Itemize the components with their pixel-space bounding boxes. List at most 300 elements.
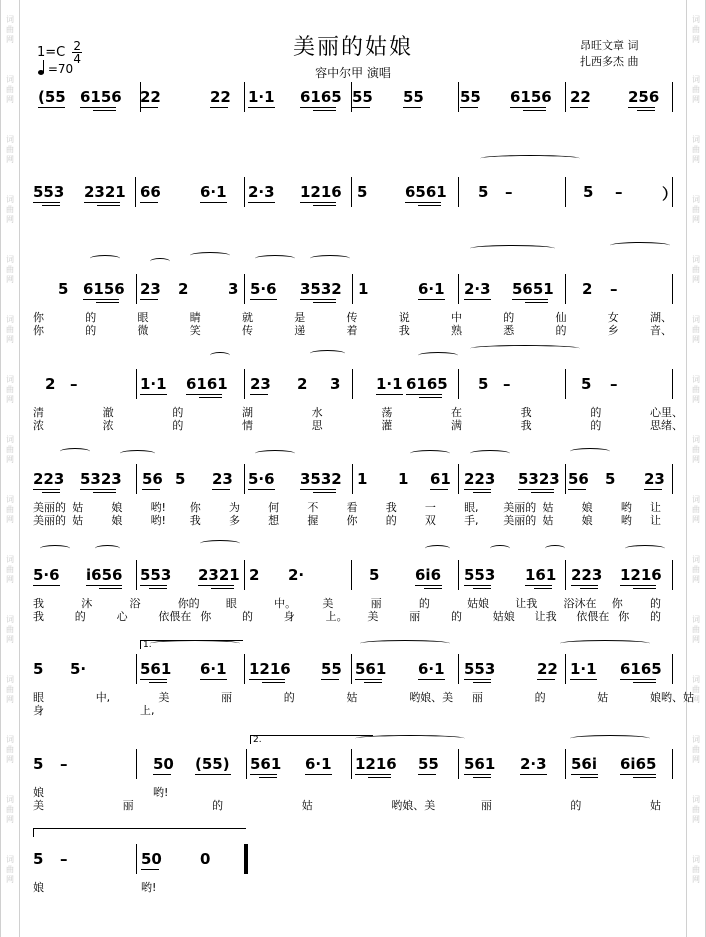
slur-arc bbox=[470, 450, 510, 457]
beam-line bbox=[80, 489, 116, 490]
lyric-verse-2: 哟! bbox=[150, 514, 166, 527]
watermark-text: 词 曲 网 bbox=[692, 135, 700, 164]
slur-arc bbox=[410, 450, 450, 457]
beam-line bbox=[305, 774, 332, 775]
beam-line bbox=[140, 299, 158, 300]
note-group: 1·1 bbox=[248, 88, 275, 106]
beam-line bbox=[460, 107, 478, 108]
watermark-text: 词 曲 网 bbox=[6, 615, 14, 644]
time-numerator: 2 bbox=[73, 39, 82, 53]
barline bbox=[458, 654, 459, 684]
lyric-verse-2: 笑 bbox=[189, 324, 201, 337]
slur-arc bbox=[90, 255, 120, 262]
beam-line bbox=[464, 585, 491, 586]
note-group: 6i6 bbox=[415, 566, 442, 584]
lyric-verse-1: 水 bbox=[311, 406, 323, 419]
note-group: 56 bbox=[142, 470, 163, 488]
lyric-verse-1: 眼, bbox=[464, 501, 479, 514]
barline bbox=[352, 464, 353, 494]
note-group: 56 bbox=[568, 470, 589, 488]
beam-line bbox=[140, 679, 167, 680]
barline bbox=[458, 82, 459, 112]
time-denominator: 4 bbox=[73, 52, 82, 66]
lyric-verse-1: 何 bbox=[268, 501, 280, 514]
lyric-verse-2: 的 bbox=[650, 610, 661, 623]
slur-arc bbox=[570, 735, 650, 742]
lyric-verse-1: 我 bbox=[520, 406, 532, 419]
beam-line bbox=[534, 588, 552, 589]
barline bbox=[352, 274, 353, 304]
watermark-text: 词 曲 网 bbox=[692, 855, 700, 884]
lyric-verse-1: 美丽的 bbox=[33, 501, 66, 514]
slur-arc bbox=[210, 352, 230, 359]
lyric-verse-2: 丽 bbox=[409, 610, 421, 623]
note-group: 223 bbox=[464, 470, 496, 488]
barline bbox=[565, 274, 566, 304]
slur-arc bbox=[150, 640, 240, 647]
volta-first-ending: 1. bbox=[140, 640, 243, 649]
barline bbox=[672, 274, 673, 304]
lyric-verse-2: 你 bbox=[33, 324, 44, 337]
note-group: 6·1 bbox=[418, 280, 445, 298]
slur-arc bbox=[355, 735, 465, 742]
beam-line bbox=[321, 679, 339, 680]
note-group: 3532 bbox=[300, 280, 342, 298]
lyric-verse-1: 眼 bbox=[33, 691, 44, 704]
slur-arc bbox=[560, 640, 650, 647]
note-group: 561 bbox=[140, 660, 172, 678]
note-group: 2· bbox=[288, 566, 305, 584]
watermark-text: 词 曲 网 bbox=[692, 255, 700, 284]
note-group: – bbox=[70, 375, 78, 393]
lyric-verse-2: 让我 bbox=[534, 610, 557, 623]
beam-line bbox=[571, 774, 598, 775]
note-group: 161 bbox=[525, 566, 557, 584]
lyric-verse-2: 身 bbox=[33, 704, 44, 717]
barline bbox=[352, 369, 353, 399]
note-group: 1216 bbox=[355, 755, 397, 773]
note-group: 553 bbox=[464, 566, 496, 584]
note-group: 55 bbox=[418, 755, 439, 773]
lyric-verse-1: 美丽的 bbox=[503, 501, 537, 514]
lyric-verse-1: 不 bbox=[307, 501, 319, 514]
note-group: 5·6 bbox=[248, 470, 275, 488]
note-group: 5 bbox=[478, 183, 489, 201]
lyric-verse-1: 姑 bbox=[542, 501, 554, 514]
barline bbox=[565, 654, 566, 684]
slur-arc bbox=[545, 545, 565, 552]
beam-line bbox=[406, 394, 442, 395]
lyric-verse-2: 着 bbox=[346, 324, 358, 337]
note-group: 1 bbox=[398, 470, 409, 488]
watermark-text: 词 曲 网 bbox=[692, 435, 700, 464]
beam-line bbox=[248, 489, 275, 490]
beam-line bbox=[250, 299, 277, 300]
note-group: 56i bbox=[571, 755, 598, 773]
note-group: 6165 bbox=[406, 375, 448, 393]
beam-line bbox=[149, 588, 167, 589]
lyric-verse-1: 哟! bbox=[150, 501, 166, 514]
beam-line bbox=[141, 869, 159, 870]
barline bbox=[672, 560, 673, 590]
lyric-verse-2: 递 bbox=[294, 324, 306, 337]
lyric-verse-2: 身 bbox=[283, 610, 295, 623]
lyric-verse-1: 娘哟、姑 bbox=[650, 691, 694, 704]
barline bbox=[672, 82, 673, 112]
note-group: – bbox=[60, 755, 68, 773]
watermark-text: 词 曲 网 bbox=[6, 135, 14, 164]
beam-line bbox=[418, 205, 441, 206]
lyric-verse-1: 眼 bbox=[225, 597, 237, 610]
beam-line bbox=[262, 682, 285, 683]
note-group: 5 bbox=[175, 470, 186, 488]
lyric-verse-2: 丽 bbox=[480, 799, 492, 812]
beam-line bbox=[259, 777, 277, 778]
beam-line bbox=[200, 679, 227, 680]
slur-arc bbox=[490, 545, 510, 552]
beam-line bbox=[140, 394, 167, 395]
note-group: – bbox=[505, 183, 513, 201]
barline bbox=[565, 464, 566, 494]
beam-line bbox=[464, 299, 491, 300]
lyric-verse-1: 娘 bbox=[111, 501, 123, 514]
watermark-text: 词 曲 网 bbox=[6, 315, 14, 344]
note-group: 23 bbox=[250, 375, 271, 393]
beam-line bbox=[355, 679, 382, 680]
note-group: 2321 bbox=[198, 566, 240, 584]
lyric-verse-2: 浓 bbox=[33, 419, 44, 432]
note-group: 50 bbox=[141, 850, 162, 868]
beam-line bbox=[473, 777, 491, 778]
lyric-verse-1: 姑 bbox=[597, 691, 609, 704]
lyric-verse-2: 的 bbox=[74, 610, 86, 623]
barline bbox=[458, 464, 459, 494]
note-group: 2321 bbox=[84, 183, 126, 201]
lyric-verse-2: 浓 bbox=[102, 419, 114, 432]
beam-line bbox=[415, 585, 442, 586]
composer: 扎西多杰 曲 bbox=[580, 55, 639, 68]
beam-line bbox=[42, 205, 60, 206]
beam-line bbox=[186, 394, 222, 395]
barline bbox=[244, 369, 245, 399]
beam-line bbox=[248, 107, 275, 108]
lyric-verse-2: 我 bbox=[189, 514, 201, 527]
beam-line bbox=[212, 489, 230, 490]
beam-line bbox=[580, 777, 598, 778]
lyric-verse-2: 双 bbox=[424, 514, 436, 527]
note-group: 22 bbox=[537, 660, 558, 678]
beam-line bbox=[537, 679, 555, 680]
lyric-verse-2: 情 bbox=[242, 419, 253, 432]
barline bbox=[135, 177, 136, 207]
lyric-verse-1: 娘 bbox=[33, 786, 44, 799]
slur-arc bbox=[360, 640, 450, 647]
lyric-verse-1: 美 bbox=[322, 597, 334, 610]
watermark-text: 词 曲 网 bbox=[6, 675, 14, 704]
note-group: 66 bbox=[140, 183, 161, 201]
lyric-verse-1: 湖、 bbox=[650, 311, 672, 324]
lyric-verse-2: 思绪、 bbox=[650, 419, 683, 432]
note-group: 5· bbox=[70, 660, 87, 678]
watermark-text: 词 曲 网 bbox=[6, 855, 14, 884]
lyric-verse-2: 你 bbox=[346, 514, 358, 527]
lyric-verse-1: 在 bbox=[451, 406, 462, 419]
barline bbox=[244, 82, 245, 112]
beam-line bbox=[405, 202, 441, 203]
note-group: 553 bbox=[140, 566, 172, 584]
barline bbox=[672, 749, 673, 779]
final-ending-bracket bbox=[33, 828, 246, 837]
beam-line bbox=[424, 588, 442, 589]
barline bbox=[351, 654, 352, 684]
lyric-verse-1: 的 bbox=[85, 311, 97, 324]
lyric-verse-1: 姑 bbox=[72, 501, 84, 514]
watermark-text: 词 曲 网 bbox=[6, 255, 14, 284]
note-group: 1·1 bbox=[140, 375, 167, 393]
beam-line bbox=[403, 107, 421, 108]
lyric-verse-2: 娘 bbox=[111, 514, 123, 527]
lyric-verse-1: 清 bbox=[33, 406, 44, 419]
note-group: 2 bbox=[249, 566, 260, 584]
beam-line bbox=[96, 302, 119, 303]
note-group: 1216 bbox=[249, 660, 291, 678]
note-group: 2 bbox=[45, 375, 56, 393]
note-group: 1216 bbox=[300, 183, 342, 201]
barline bbox=[565, 560, 566, 590]
lyric-verse-1: 浴 bbox=[129, 597, 141, 610]
lyric-verse-2: 灌 bbox=[381, 419, 393, 432]
note-group: 6156 bbox=[83, 280, 125, 298]
song-title: 美丽的姑娘 bbox=[292, 35, 413, 60]
note-group: 2 bbox=[178, 280, 189, 298]
beam-line bbox=[86, 585, 122, 586]
note-group: 55 bbox=[321, 660, 342, 678]
lyric-verse-2: 美丽的 bbox=[503, 514, 537, 527]
lyric-verse-2: 的 bbox=[172, 419, 184, 432]
slur-arc bbox=[610, 242, 670, 249]
beam-line bbox=[430, 489, 448, 490]
beam-line bbox=[300, 299, 336, 300]
beam-line bbox=[211, 588, 234, 589]
lyric-verse-2: 依偎在 bbox=[576, 610, 610, 623]
note-group: 5 bbox=[583, 183, 594, 201]
barline bbox=[672, 654, 673, 684]
slur-arc bbox=[480, 155, 580, 162]
beam-line bbox=[313, 492, 336, 493]
note-group: 1216 bbox=[620, 566, 662, 584]
slur-arc bbox=[425, 545, 450, 552]
lyric-verse-1: 看 bbox=[346, 501, 358, 514]
lyric-verse-1: 哟 bbox=[620, 501, 632, 514]
barline bbox=[351, 560, 352, 590]
beam-line bbox=[33, 585, 60, 586]
lyric-verse-1: 的 bbox=[503, 311, 515, 324]
note-group: 55 bbox=[352, 88, 373, 106]
note-group: 223 bbox=[571, 566, 603, 584]
beam-line bbox=[418, 679, 445, 680]
note-group: 2·3 bbox=[464, 280, 491, 298]
note-group: 5 bbox=[357, 183, 368, 201]
watermark-text: 词 曲 网 bbox=[692, 675, 700, 704]
slur-arc bbox=[40, 545, 70, 552]
note-group: 22 bbox=[570, 88, 591, 106]
barline bbox=[565, 177, 566, 207]
note-group: 6·1 bbox=[200, 660, 227, 678]
lyric-verse-1: 你 bbox=[33, 311, 44, 324]
lyric-verse-2: 的 bbox=[570, 799, 582, 812]
lyric-verse-1: 姑 bbox=[346, 691, 358, 704]
lyric-verse-1: 说 bbox=[398, 311, 410, 324]
lyric-verse-2: 上, bbox=[140, 704, 155, 717]
note-group: 5 bbox=[605, 470, 616, 488]
barline bbox=[244, 464, 245, 494]
lyric-verse-2: 我 bbox=[398, 324, 410, 337]
note-group: (55 bbox=[38, 88, 66, 106]
lyric-verse-1: 你 bbox=[189, 501, 201, 514]
watermark-text: 词 曲 网 bbox=[6, 795, 14, 824]
watermark-text: 词 曲 网 bbox=[692, 75, 700, 104]
lyric-verse-2: 满 bbox=[451, 419, 462, 432]
lyric-verse-1: 的 bbox=[283, 691, 295, 704]
note-group: 6·1 bbox=[418, 660, 445, 678]
lyric-verse-2: 微 bbox=[137, 324, 149, 337]
lyric-verse-2: 的 bbox=[242, 610, 253, 623]
lyric-verse-2: 美 bbox=[33, 799, 44, 812]
lyric-verse-2: 熟 bbox=[451, 324, 462, 337]
beam-line bbox=[149, 682, 167, 683]
note-group: 256 bbox=[628, 88, 660, 106]
beam-line bbox=[140, 107, 158, 108]
note-group: 5 bbox=[58, 280, 69, 298]
beam-line bbox=[199, 397, 222, 398]
lyric-verse-1: 哟娘、美 bbox=[409, 691, 454, 704]
note-group: 0 bbox=[200, 850, 211, 868]
barline bbox=[458, 369, 459, 399]
beam-line bbox=[570, 679, 597, 680]
watermark-text: 词 曲 网 bbox=[6, 435, 14, 464]
lyric-verse-2: 姑娘 bbox=[492, 610, 515, 623]
beam-line bbox=[80, 107, 116, 108]
lyric-verse-2: 我 bbox=[520, 419, 532, 432]
slur-arc bbox=[120, 450, 155, 457]
lyric-verse-1: 中 bbox=[451, 311, 462, 324]
tempo-value: =70 bbox=[47, 62, 74, 76]
note-group: 1 bbox=[358, 280, 369, 298]
beam-line bbox=[580, 588, 598, 589]
beam-line bbox=[248, 202, 275, 203]
note-group: 3 bbox=[228, 280, 239, 298]
note-group: 561 bbox=[355, 660, 387, 678]
lyric-verse-1: 为 bbox=[228, 501, 240, 514]
note-group: – bbox=[610, 280, 618, 298]
barline bbox=[565, 82, 566, 112]
lyric-verse-1: 心里、 bbox=[650, 406, 683, 419]
note-group: 5323 bbox=[518, 470, 560, 488]
barline bbox=[136, 749, 137, 779]
lyric-verse-1: 沐 bbox=[81, 597, 93, 610]
note-group: 5 bbox=[33, 850, 44, 868]
note-group: 561 bbox=[250, 755, 282, 773]
barline bbox=[136, 369, 137, 399]
lyric-verse-1: 让我 bbox=[515, 597, 538, 610]
lyric-verse-2: 哟 bbox=[620, 514, 632, 527]
beam-line bbox=[520, 774, 547, 775]
note-group: 2 bbox=[582, 280, 593, 298]
lyric-verse-1: 娘 bbox=[33, 881, 44, 894]
lyric-verse-1: 女 bbox=[607, 311, 619, 324]
note-group: i656 bbox=[86, 566, 123, 584]
note-group: 5 bbox=[33, 755, 44, 773]
beam-line bbox=[42, 492, 60, 493]
beam-line bbox=[525, 302, 548, 303]
note-group: 2·3 bbox=[520, 755, 547, 773]
lyric-verse-1: 丽 bbox=[221, 691, 233, 704]
slur-arc bbox=[200, 540, 240, 547]
watermark-text: 词 曲 网 bbox=[6, 735, 14, 764]
beam-line bbox=[512, 299, 548, 300]
slur-arc bbox=[470, 345, 580, 352]
note-group: 55 bbox=[460, 88, 481, 106]
barline bbox=[458, 560, 459, 590]
note-group: 3532 bbox=[300, 470, 342, 488]
note-group: 23 bbox=[212, 470, 233, 488]
barline bbox=[136, 274, 137, 304]
note-group: 2 bbox=[297, 375, 308, 393]
watermark-text: 词 曲 网 bbox=[692, 495, 700, 524]
note-group: 5 bbox=[369, 566, 380, 584]
lyric-verse-2: 哟娘、美 bbox=[391, 799, 436, 812]
slur-arc bbox=[60, 448, 90, 455]
lyric-verse-2: 上。 bbox=[325, 610, 348, 623]
lyric-verse-1: 中, bbox=[95, 691, 111, 704]
lyric-verse-1: 我 bbox=[33, 597, 44, 610]
watermark-text: 词 曲 网 bbox=[6, 75, 14, 104]
beam-line bbox=[376, 394, 403, 395]
beam-line bbox=[368, 777, 391, 778]
beam-line bbox=[628, 107, 655, 108]
barline bbox=[244, 654, 245, 684]
barline bbox=[351, 749, 352, 779]
lyric-verse-1: 澈 bbox=[102, 406, 114, 419]
beam-line bbox=[33, 489, 60, 490]
beam-line bbox=[195, 774, 231, 775]
lyric-verse-2: 传 bbox=[242, 324, 253, 337]
watermark-text: 词 曲 网 bbox=[692, 15, 700, 44]
lyric-verse-2: 的 bbox=[451, 610, 462, 623]
beam-line bbox=[473, 682, 491, 683]
lyric-verse-2: 心 bbox=[116, 610, 128, 623]
lyric-verse-2: 的 bbox=[385, 514, 397, 527]
lyric-verse-2: 姑 bbox=[542, 514, 554, 527]
lyric-verse-1: 哟! bbox=[153, 786, 169, 799]
note-group: ） bbox=[662, 185, 678, 203]
credits bbox=[580, 38, 639, 70]
lyric-verse-1: 传 bbox=[346, 311, 358, 324]
barline bbox=[244, 274, 245, 304]
slur-arc bbox=[310, 350, 345, 357]
beam-line bbox=[464, 774, 491, 775]
lyric-verse-1: 丽 bbox=[471, 691, 483, 704]
beam-line bbox=[633, 588, 656, 589]
note-group: 6561 bbox=[405, 183, 447, 201]
note-group: 1 bbox=[357, 470, 368, 488]
barline bbox=[672, 369, 673, 399]
note-group: 5·6 bbox=[33, 566, 60, 584]
beam-line bbox=[38, 107, 65, 108]
barline bbox=[244, 560, 245, 590]
beam-line bbox=[637, 110, 655, 111]
beam-line bbox=[473, 492, 491, 493]
